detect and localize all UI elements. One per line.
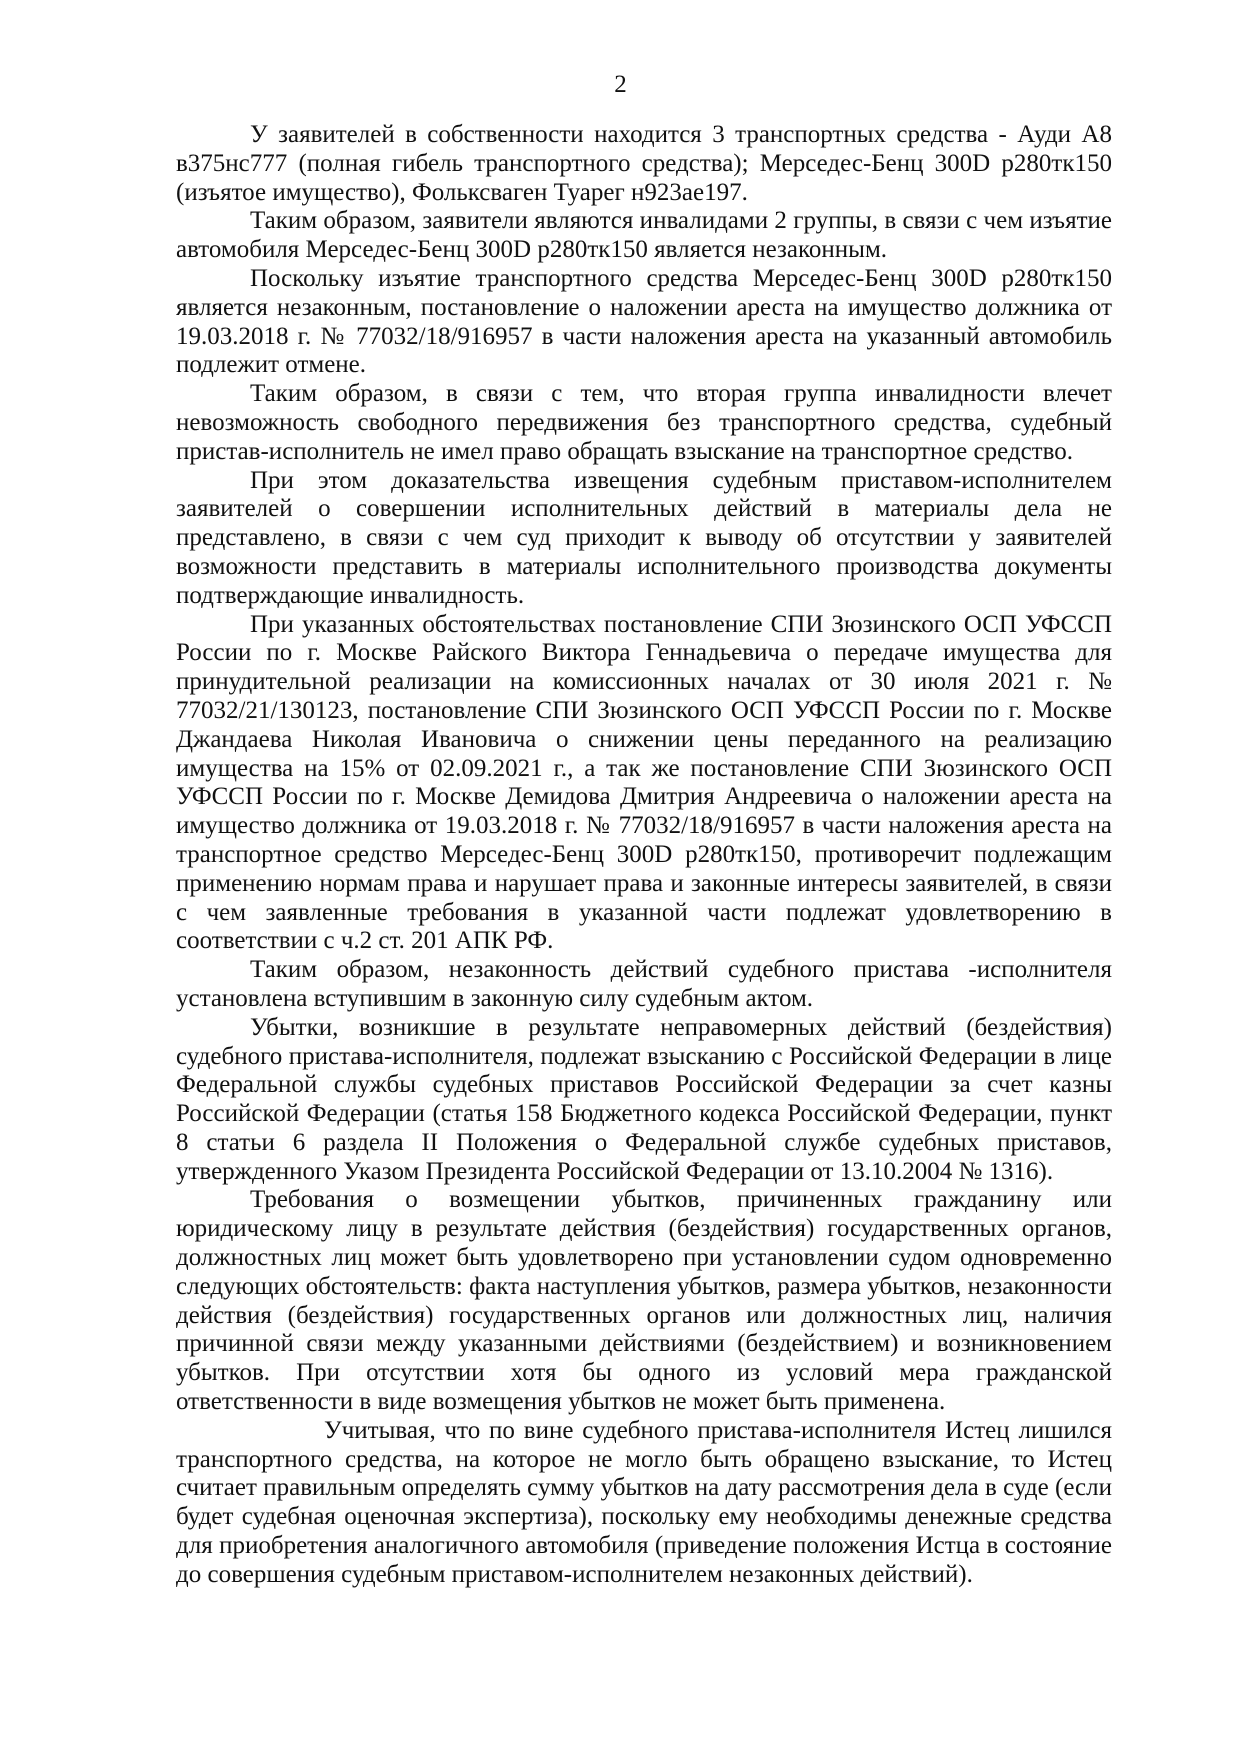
paragraph-claim-amount: Учитывая, что по вине судебного пристава-исполнителя Истец лишился транспортного средства, на которое не могло быть обращено взыскание, то Истец считает правильным определять сумму убытков на дату рассмотрения дела в суде (если будет судебная оценочная экспертиза), поскольку ему необходимы денежные средства для приобретения аналогичного автомобиля (приведение положения Истца в состояние до совершения судебным приставом-исполнителем незаконных действий).: [176, 1416, 1112, 1588]
paragraph-illegality-established: Таким образом, незаконность действий судебного пристава -исполнителя установлена вступившим в законную силу судебным актом.: [176, 956, 1112, 1012]
document-body: [176, 121, 1112, 1590]
paragraph-resolutions: При указанных обстоятельствах постановление СПИ Зюзинского ОСП УФССП России по г. Москве Райского Виктора Геннадьевича о передаче имущества для принудительной реализации на комиссионных началах от 30 июля 2021 г. № 77032/21/130123, постановление СПИ Зюзинского ОСП УФССП России по г. Москве Джандаева Николая Ивановича о снижении цены переданного на реализацию имущества на 15% от 02.09.2021 г., а так же постановление СПИ Зюзинского ОСП УФССП России по г. Москве Демидова Дмитрия Андреевича о наложении ареста на имущество должника от 19.03.2018 г. № 77032/18/916957 в части наложения ареста на транспортное средство Мерседес-Бенц 300D р280тк150, противоречит подлежащим применению нормам права и нарушает права и законные интересы заявителей, в связи с чем заявленные требования в указанной части подлежат удовлетворению в соответствии с ч.2 ст. 201 АПК РФ.: [176, 610, 1112, 955]
paragraph-arrest-cancellation: Поскольку изъятие транспортного средства Мерседес-Бенц 300D р280тк150 является незаконным, постановление о наложении ареста на имущество должника от 19.03.2018 г. № 77032/18/916957 в части наложения ареста на указанный автомобиль подлежит отмене.: [176, 264, 1112, 379]
paragraph-vehicles-owned: У заявителей в собственности находится 3 транспортных средства - Ауди А8 в375нс777 (полная гибель транспортного средства); Мерседес-Бенц 300D р280тк150 (изъятое имущество), Фольксваген Туарег н923ае197.: [176, 121, 1112, 206]
paragraph-disability-seizure: Таким образом, заявители являются инвалидами 2 группы, в связи с чем изъятие автомобиля Мерседес-Бенц 300D р280тк150 является незаконным.: [176, 207, 1112, 264]
paragraph-damages-requirements: Требования о возмещении убытков, причиненных гражданину или юридическому лицу в результате действия (бездействия) государственных органов, должностных лиц может быть удовлетворено при установлении судом одновременно следующих обстоятельств: факта наступления убытков, размера убытков, незаконности действия (бездействия) государственных органов или должностных лиц, наличия причинной связи между указанными действиями (бездействием) и возникновением убытков. При отсутствии хотя бы одного из условий мера гражданской ответственности в виде возмещения убытков не может быть применена.: [176, 1186, 1112, 1416]
paragraph-notification-evidence: При этом доказательства извещения судебным приставом-исполнителем заявителей о совершении исполнительных действий в материалы дела не представлено, в связи с чем суд приходит к выводу об отсутствии у заявителей возможности представить в материалы исполнительного производства документы подтверждающие инвалидность.: [176, 466, 1112, 609]
page-number: 2: [614, 71, 627, 98]
paragraph-movement-impossibility: Таким образом, в связи с тем, что вторая группа инвалидности влечет невозможность свободного передвижения без транспортного средства, судебный пристав-исполнитель не имел право обращать взыскание на транспортное средство.: [176, 380, 1112, 465]
paragraph-damages-recovery: Убытки, возникшие в результате неправомерных действий (бездействия) судебного пристава-исполнителя, подлежат взысканию с Российской Федерации в лице Федеральной службы судебных приставов Российской Федерации за счет казны Российской Федерации (статья 158 Бюджетного кодекса Российской Федерации, пункт 8 статьи 6 раздела II Положения о Федеральной службе судебных приставов, утвержденного Указом Президента Российской Федерации от 13.10.2004 № 1316).: [176, 1013, 1112, 1185]
